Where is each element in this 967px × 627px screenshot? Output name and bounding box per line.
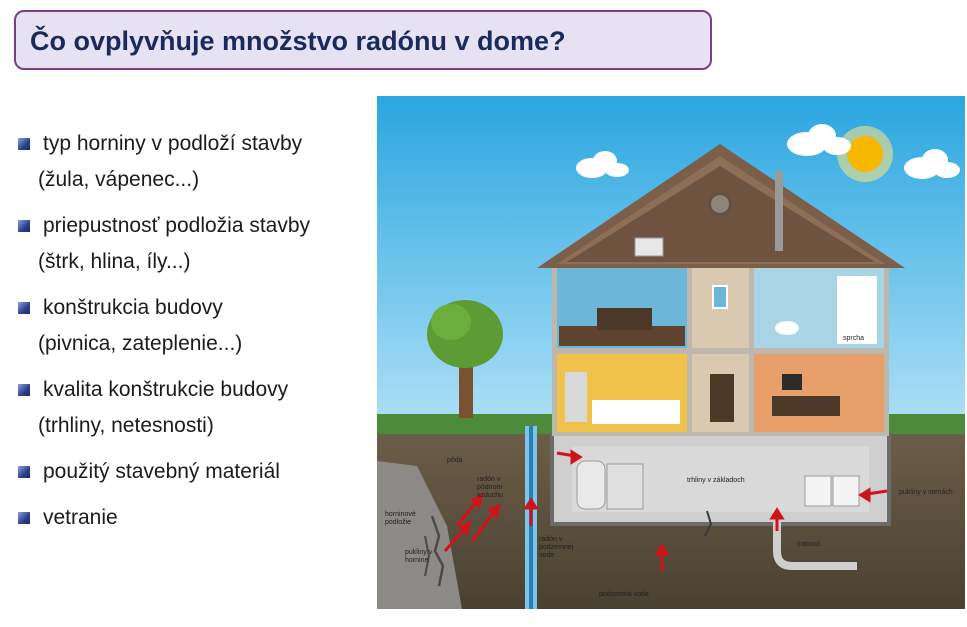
label-trhliny: trhliny v základoch (687, 477, 745, 484)
bullet-list (18, 130, 368, 550)
page-title: Čo ovplyvňuje množstvo radónu v dome? (30, 26, 566, 56)
label-horninove-1: horninové (385, 511, 416, 518)
bullet-square-icon (18, 466, 30, 478)
attic-fan-icon (635, 238, 663, 256)
label-pukliny-horn-2: hornine (405, 557, 429, 564)
bullet-item (18, 294, 368, 358)
bullet-text: typ horniny v podloží stavby (43, 132, 303, 155)
bullet-item (18, 376, 368, 440)
label-radon-voda-2: podzemnej (539, 544, 574, 551)
sun-icon (837, 126, 893, 182)
bullet-item (18, 130, 368, 194)
label-radon-vzduch-2: pôdnom (477, 484, 503, 491)
bullet-square-icon (18, 138, 30, 150)
bullet-text: vetranie (43, 506, 118, 529)
bullet-item (18, 212, 368, 276)
label-horninove-2: podložie (385, 519, 412, 526)
bullet-square-icon (18, 512, 30, 524)
label-radon-vzduch-3: vzduchu (477, 492, 504, 499)
label-radon-voda-1: radón v (539, 536, 563, 543)
bullet-text: priepustnosť podložia stavby (43, 214, 311, 237)
furnace-icon (607, 464, 643, 509)
label-radon-voda-3: vode (539, 552, 555, 559)
label-sprcha: sprcha (843, 335, 865, 342)
label-poda: pôda (447, 457, 463, 464)
bullet-text: konštrukcia budovy (43, 296, 223, 319)
bullet-square-icon (18, 302, 30, 314)
bullet-subtext: (trhliny, netesnosti) (38, 414, 214, 437)
label-pukliny-horn-1: pukliny v (405, 549, 433, 556)
bullet-text: kvalita konštrukcie budovy (43, 378, 289, 401)
label-radon-vzduch-1: radón v (477, 476, 501, 483)
title-box (14, 10, 712, 70)
label-pukliny-stenach: pukliny v stenách (899, 489, 953, 496)
bullet-item (18, 458, 368, 486)
bullet-subtext: (žula, vápenec...) (38, 168, 200, 191)
bullet-square-icon (18, 220, 30, 232)
water-heater-icon (577, 461, 605, 509)
bullet-subtext: (štrk, hlina, íly...) (38, 250, 191, 273)
attic-vent-icon (710, 194, 730, 214)
label-trativod: trativod (797, 541, 820, 548)
bullet-text: použitý stavebný materiál (43, 460, 280, 483)
dryer-icon (833, 476, 859, 506)
label-podzemna-voda: podzemná voda (599, 591, 649, 598)
bullet-item (18, 504, 368, 532)
house-radon-illustration (377, 96, 965, 609)
washer-icon (805, 476, 831, 506)
bullet-square-icon (18, 384, 30, 396)
bullet-subtext: (pivnica, zateplenie...) (38, 332, 243, 355)
office (754, 354, 884, 432)
